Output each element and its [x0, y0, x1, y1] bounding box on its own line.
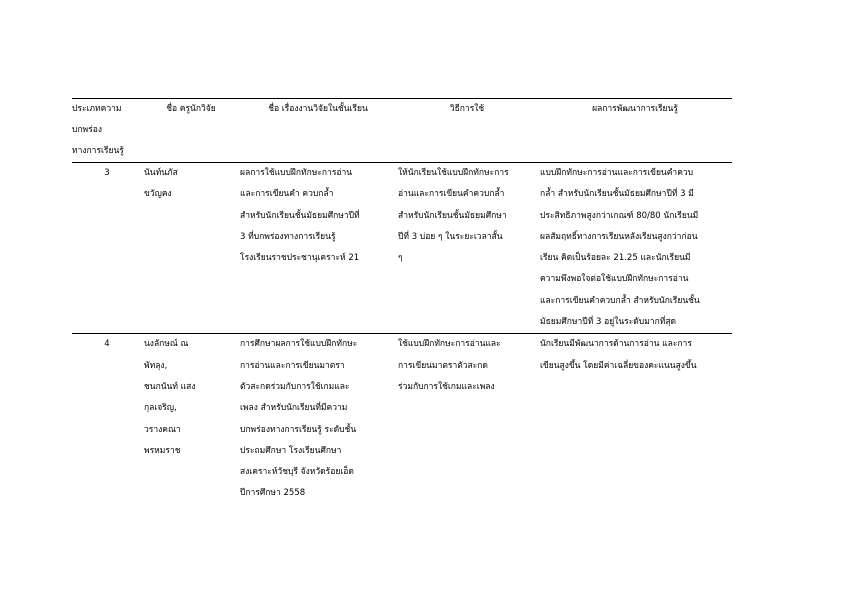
header-disability-type: ประเภทความ บกพร่อง ทางการเรียนรู้ [72, 99, 142, 163]
cell-method: ให้นักเรียนใช้แบบฝึกทักษะการ อ่านและการเขียนคำควบกล้ำ สำหรับนักเรียนชั้นมัธยมศึกษา ปีที่ 3 บ่อย ๆ ในระยะเวลาสั้น ๆ [396, 163, 538, 334]
cell-type: 3 [72, 163, 142, 334]
header-result: ผลการพัฒนาการเรียนรู้ [538, 99, 732, 163]
cell-researcher: นันท์นภัส ขวัญคง [142, 163, 240, 334]
cell-researcher: นงลักษณ์ ณ พัทลุง, ชนกนันท์ แสง กุลเจริญ, วรางคณา พรหมราช [142, 334, 240, 505]
cell-title: การศึกษาผลการใช้แบบฝึกทักษะ การอ่านและการเขียนมาตรา ตัวสะกดร่วมกับการใช้เกมและ เพลง สำหรับนักเรียนที่มีความ บกพร่องทางการเรียนรู้ ระดับชั้น ประถมศึกษา โรงเรียนศึกษา สงเคราะห์วัชบุรี จังหวัดร้อยเอ็ด ปีการศึกษา 2558 [240, 334, 396, 505]
research-summary-table [72, 98, 732, 505]
cell-result: นักเรียนมีพัฒนาการด้านการอ่าน และการ เขียนสูงขึ้น โดยมีค่าเฉลี่ยของคะแนนสูงขึ้น [538, 334, 732, 505]
cell-method: ใช้แบบฝึกทักษะการอ่านและ การเขียนมาตราตัวสะกด ร่วมกับการใช้เกมและเพลง [396, 334, 538, 505]
header-method: วิธีการใช้ [396, 99, 538, 163]
header-researcher: ชื่อ ครูนักวิจัย [142, 99, 240, 163]
header-research-title: ชื่อ เรื่องงานวิจัยในชั้นเรียน [240, 99, 396, 163]
table-header-row [72, 99, 732, 163]
table-row [72, 334, 732, 505]
cell-title: ผลการใช้แบบฝึกทักษะการอ่าน และการเขียนคำ ควบกล้ำ สำหรับนักเรียนชั้นมัธยมศึกษาปีที่ 3 ที่บกพร่องทางการเรียนรู้ โรงเรียนราชประชานุเคราะห์ 21 [240, 163, 396, 334]
cell-result: แบบฝึกทักษะการอ่านและการเขียนคำควบ กล้ำ สำหรับนักเรียนชั้นมัธยมศึกษาปีที่ 3 มี ประสิทธิภาพสูงกว่าเกณฑ์ 80/80 นักเรียนมี ผลสัมฤทธิ์ทางการเรียนหลังเรียนสูงกว่าก่อน เรียน คิดเป็นร้อยละ 21.25 และนักเรียนมี ความพึงพอใจต่อใช้แบบฝึกทักษะการอ่าน และการเขียนคำควบกล้ำ สำหรับนักเรียนชั้น มัธยมศึกษาปีที่ 3 อยู่ในระดับมากที่สุด [538, 163, 732, 334]
table-row [72, 163, 732, 334]
cell-type: 4 [72, 334, 142, 505]
